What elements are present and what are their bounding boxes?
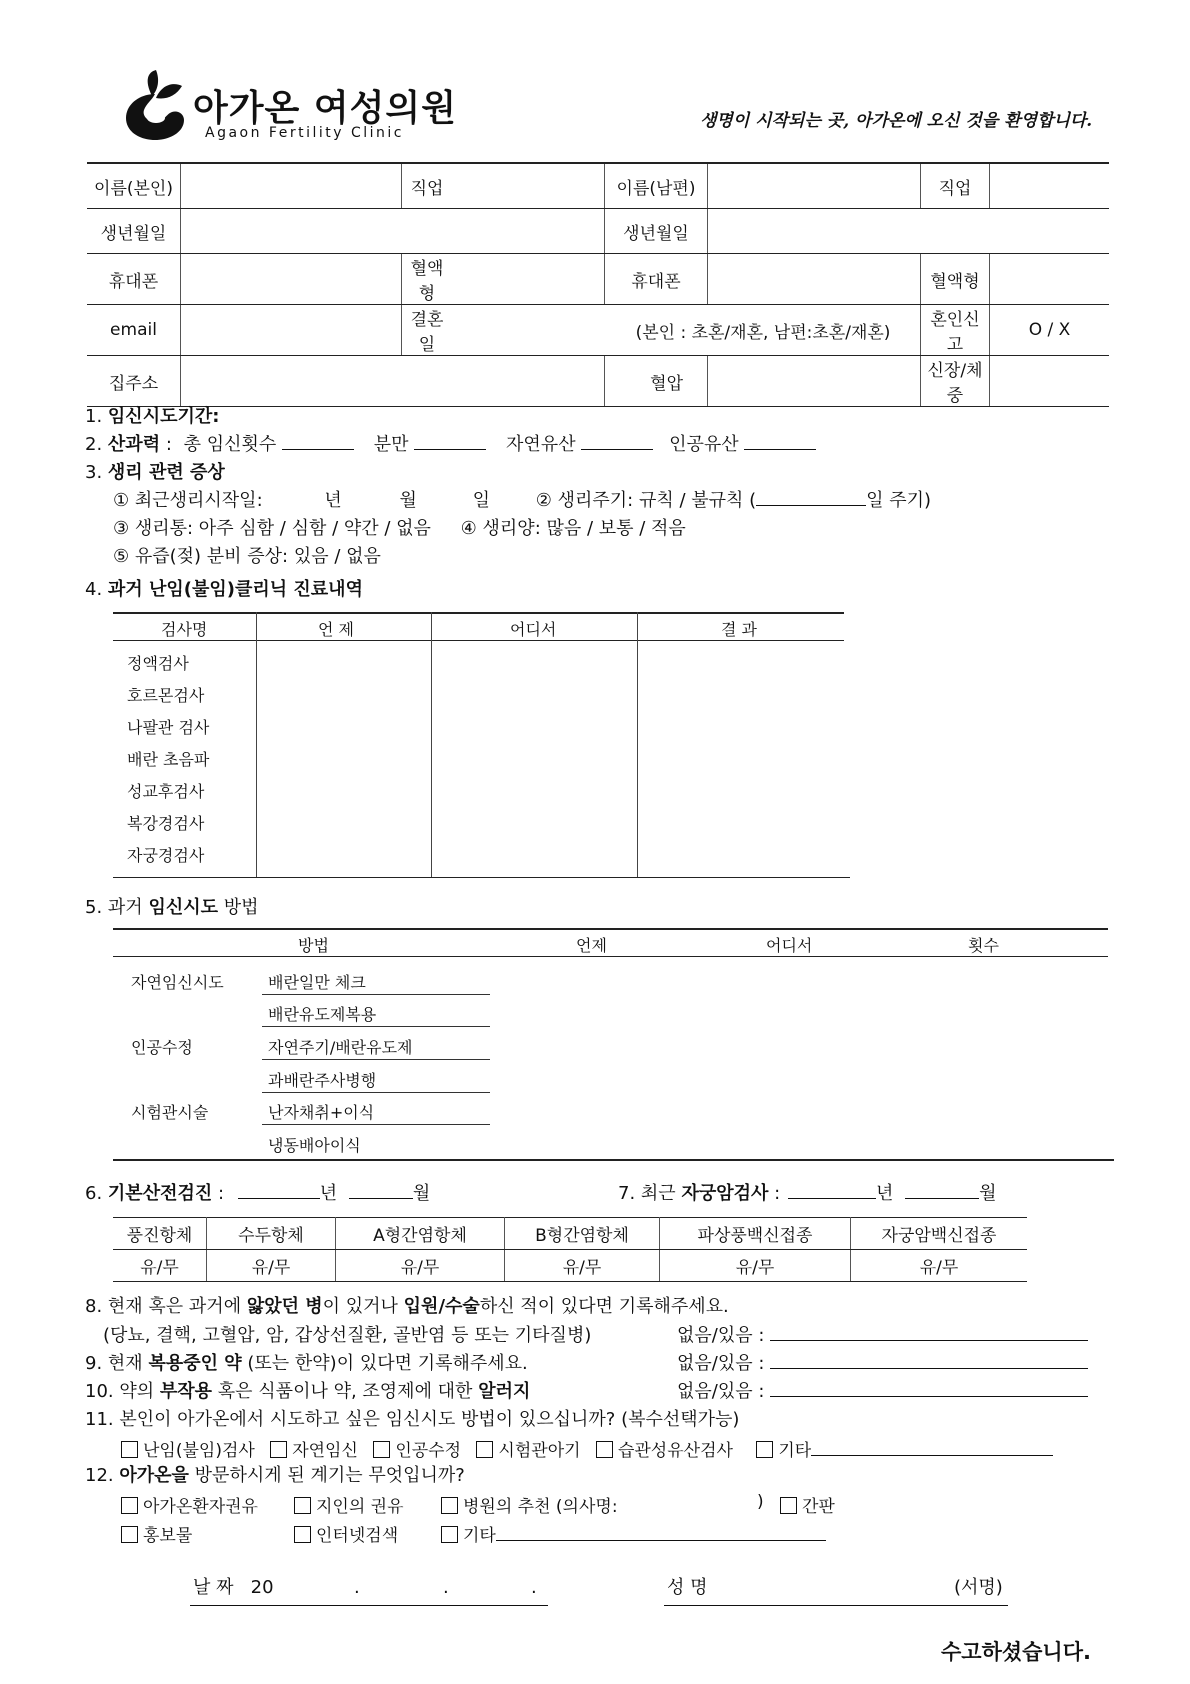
label-bp: 혈압 xyxy=(605,356,708,407)
option-checkbox[interactable]: 인터넷검색 xyxy=(294,1521,398,1546)
clinic-history-header: 검사명 언 제 어디서 결 과 xyxy=(113,612,844,641)
patient-info-table xyxy=(87,162,1109,407)
field-blood-husband[interactable] xyxy=(990,254,1110,305)
field-email[interactable] xyxy=(181,305,402,356)
name-label: 성 명 xyxy=(667,1577,708,1598)
field-bp[interactable] xyxy=(708,356,921,407)
q9-answer: 없음/있음 : xyxy=(677,1350,1088,1378)
q11: 11. 본인이 아가온에서 시도하고 싶은 임신시도 방법이 있으십니까? (복수선택가능) xyxy=(85,1409,740,1430)
method-item: 냉동배아이식 xyxy=(268,1136,361,1155)
field-height-weight[interactable] xyxy=(990,356,1110,407)
checkbox-icon xyxy=(441,1497,458,1514)
checkbox-icon xyxy=(121,1526,138,1543)
option-checkbox[interactable]: 지인의 권유 xyxy=(294,1492,404,1517)
method-item: 과배란주사병행 xyxy=(268,1071,377,1090)
label-wedding: 결혼일 xyxy=(402,305,453,356)
checkbox-icon xyxy=(121,1441,138,1458)
field-birth-husband[interactable] xyxy=(708,209,1110,254)
q6-year-blank[interactable] xyxy=(238,1180,320,1199)
label-birth-self: 생년월일 xyxy=(87,209,181,254)
clinic-name-en: Agaon Fertility Clinic xyxy=(205,125,404,141)
q7: 7. 최근 자궁암검사 : 년 월 xyxy=(618,1180,996,1208)
group-natural: 자연임신시도 xyxy=(131,973,224,992)
table-row: 자궁경검사 xyxy=(127,846,205,865)
table-row: 나팔관 검사 xyxy=(127,718,210,737)
vaccine-value[interactable]: 유/무 xyxy=(660,1250,851,1282)
q8-answer: 없음/있음 : xyxy=(677,1322,1088,1350)
option-checkbox[interactable]: 아가온환자권유 xyxy=(121,1492,258,1517)
label-birth-husband: 생년월일 xyxy=(605,209,708,254)
table-row: 정액검사 xyxy=(127,654,189,673)
q2-total-blank[interactable] xyxy=(282,431,354,450)
label-phone-self: 휴대폰 xyxy=(87,254,181,305)
method-item: 난자채취+이식 xyxy=(268,1103,375,1122)
label-address: 집주소 xyxy=(87,356,181,407)
q9-answer-blank[interactable] xyxy=(770,1350,1088,1369)
field-name-husband[interactable] xyxy=(708,163,921,209)
table-row: 호르몬검사 xyxy=(127,686,205,705)
clinic-logo-icon xyxy=(122,70,188,142)
option-checkbox[interactable]: 습관성유산검사 xyxy=(596,1441,733,1461)
group-iui: 인공수정 xyxy=(131,1038,193,1057)
slogan: 생명이 시작되는 곳, 아가온에 오신 것을 환영합니다. xyxy=(700,111,1093,131)
checkbox-icon xyxy=(476,1441,493,1458)
field-name-self[interactable] xyxy=(181,163,402,209)
label-name-self: 이름(본인) xyxy=(87,163,181,209)
label-height-weight: 신장/체중 xyxy=(921,356,990,407)
field-address[interactable] xyxy=(181,356,605,407)
q4: 4. 과거 난임(불임)클리닉 진료내역 xyxy=(85,579,363,600)
q11-options xyxy=(121,1436,1053,1461)
q3-line3: ⑤ 유즙(젖) 분비 증상: 있음 / 없음 xyxy=(113,546,381,567)
date-dot: . xyxy=(443,1577,449,1598)
checkbox-icon xyxy=(270,1441,287,1458)
q5: 5. 과거 임신시도 방법 xyxy=(85,897,259,918)
field-phone-husband[interactable] xyxy=(708,254,921,305)
checkbox-icon xyxy=(294,1497,311,1514)
method-item: 배란일만 체크 xyxy=(268,973,366,992)
vaccine-table: 풍진항체 수두항체 A형간염항체 B형간염항체 파상풍백신접종 자궁암백신접종 유/무 유/무 유/무 유/무 유/무 유/무 xyxy=(113,1217,1027,1282)
option-checkbox[interactable]: 병원의 추천 (의사명: xyxy=(441,1492,618,1517)
option-checkbox[interactable]: 기타 xyxy=(756,1441,811,1461)
option-checkbox[interactable]: 홍보물 xyxy=(121,1521,192,1546)
checkbox-icon xyxy=(756,1441,773,1458)
q6: 6. 기본산전검진 : 년 월 xyxy=(85,1180,430,1208)
q8: 8. 현재 혹은 과거에 앓았던 병이 있거나 입원/수술하신 적이 있다면 기록해주세요. xyxy=(85,1296,729,1317)
option-checkbox[interactable]: 난임(불임)검사 xyxy=(121,1441,255,1461)
checkbox-icon xyxy=(780,1497,797,1514)
q2-artificial-blank[interactable] xyxy=(744,431,816,450)
vaccine-value[interactable]: 유/무 xyxy=(207,1250,336,1282)
checkbox-icon xyxy=(373,1441,390,1458)
vaccine-value[interactable]: 유/무 xyxy=(851,1250,1028,1282)
q3-line1: ① 최근생리시작일: 년 월 일 ② 생리주기: 규칙 / 불규칙 ( 일 주기) xyxy=(113,487,931,515)
q3-cycle-blank[interactable] xyxy=(756,487,866,506)
field-job-husband[interactable] xyxy=(990,163,1110,209)
field-phone-self[interactable] xyxy=(181,254,402,305)
q1: 1. 임신시도기간: xyxy=(85,406,220,427)
checkbox-icon xyxy=(121,1497,138,1514)
group-ivf: 시험관시술 xyxy=(131,1103,209,1122)
signature-line[interactable] xyxy=(664,1605,1008,1606)
q1-label: 임신시도기간: xyxy=(107,406,220,427)
q10-answer: 없음/있음 : xyxy=(677,1378,1088,1406)
label-registration: 혼인신고 xyxy=(921,305,990,356)
label-blood-husband: 혈액형 xyxy=(921,254,990,305)
option-checkbox[interactable]: 기타 xyxy=(441,1521,826,1546)
attempt-method-header: 방법 언제 어디서 횟수 xyxy=(113,928,1108,957)
method-item: 배란유도제복용 xyxy=(268,1005,377,1024)
sign-label: (서명) xyxy=(954,1577,1003,1598)
option-checkbox[interactable]: 시험관아기 xyxy=(476,1441,580,1461)
date-line[interactable] xyxy=(190,1605,548,1606)
q9: 9. 현재 복용중인 약 (또는 한약)이 있다면 기록해주세요. xyxy=(85,1353,528,1374)
vaccine-value[interactable]: 유/무 xyxy=(336,1250,505,1282)
checkbox-icon xyxy=(294,1526,311,1543)
option-checkbox[interactable]: 간판 xyxy=(780,1492,835,1517)
q11-other-blank[interactable] xyxy=(811,1437,1053,1456)
table-row: 배란 초음파 xyxy=(127,750,210,769)
doctor-close-paren: ) xyxy=(757,1492,764,1512)
date-dot: . xyxy=(354,1577,360,1598)
q10: 10. 약의 부작용 혹은 식품이나 약, 조영제에 대한 알러지 xyxy=(85,1381,531,1402)
label-phone-husband: 휴대폰 xyxy=(605,254,708,305)
q8-sub: (당뇨, 결핵, 고혈압, 암, 갑상선질환, 골반염 등 또는 기타질병) xyxy=(103,1325,592,1346)
vaccine-value[interactable]: 유/무 xyxy=(113,1250,207,1282)
q3: 3. 생리 관련 증상 xyxy=(85,462,225,483)
option-checkbox[interactable]: 자연임신 xyxy=(270,1441,358,1461)
q12-other-blank[interactable] xyxy=(496,1522,826,1541)
option-checkbox[interactable]: 인공수정 xyxy=(373,1441,461,1461)
label-job-husband: 직업 xyxy=(921,163,990,209)
q10-answer-blank[interactable] xyxy=(770,1378,1088,1397)
q3-line2: ③ 생리통: 아주 심함 / 심함 / 약간 / 없음 ④ 생리양: 많음 / 보통 / 적음 xyxy=(113,518,686,539)
vaccine-value[interactable]: 유/무 xyxy=(505,1250,660,1282)
registration-ox[interactable]: O / X xyxy=(990,305,1110,356)
q8-answer-blank[interactable] xyxy=(770,1322,1088,1341)
label-job-self: 직업 xyxy=(402,163,453,209)
clinic-history-table xyxy=(113,612,850,878)
label-blood-self: 혈액형 xyxy=(402,254,453,305)
checkbox-icon xyxy=(441,1526,458,1543)
label-email: email xyxy=(87,305,181,356)
date-dot: . xyxy=(531,1577,537,1598)
q2-birth-blank[interactable] xyxy=(414,431,486,450)
field-job-self[interactable] xyxy=(452,163,605,209)
checkbox-icon xyxy=(596,1441,613,1458)
date-label: 날 짜 20 xyxy=(193,1577,274,1598)
field-birth-self[interactable] xyxy=(181,209,605,254)
q7-year-blank[interactable] xyxy=(788,1180,876,1199)
table-row: 성교후검사 xyxy=(127,782,205,801)
q6-month-blank[interactable] xyxy=(349,1180,413,1199)
thanks-text: 수고하셨습니다. xyxy=(941,1640,1091,1664)
method-item: 자연주기/배란유도제 xyxy=(268,1038,413,1057)
clinic-name-ko: 아가온 여성의원 xyxy=(193,88,457,129)
field-blood-self[interactable] xyxy=(452,254,605,305)
q12: 12. 아가온을 방문하시게 된 계기는 무엇입니까? xyxy=(85,1465,465,1486)
q7-month-blank[interactable] xyxy=(905,1180,979,1199)
label-name-husband: 이름(남편) xyxy=(605,163,708,209)
marriage-status-note: (본인 : 초혼/재혼, 남편:초혼/재혼) xyxy=(452,305,921,356)
q2: 2. 산과력 : 총 임신횟수 분만 자연유산 인공유산 xyxy=(85,431,816,459)
q2-natural-blank[interactable] xyxy=(581,431,653,450)
table-row: 복강경검사 xyxy=(127,814,205,833)
